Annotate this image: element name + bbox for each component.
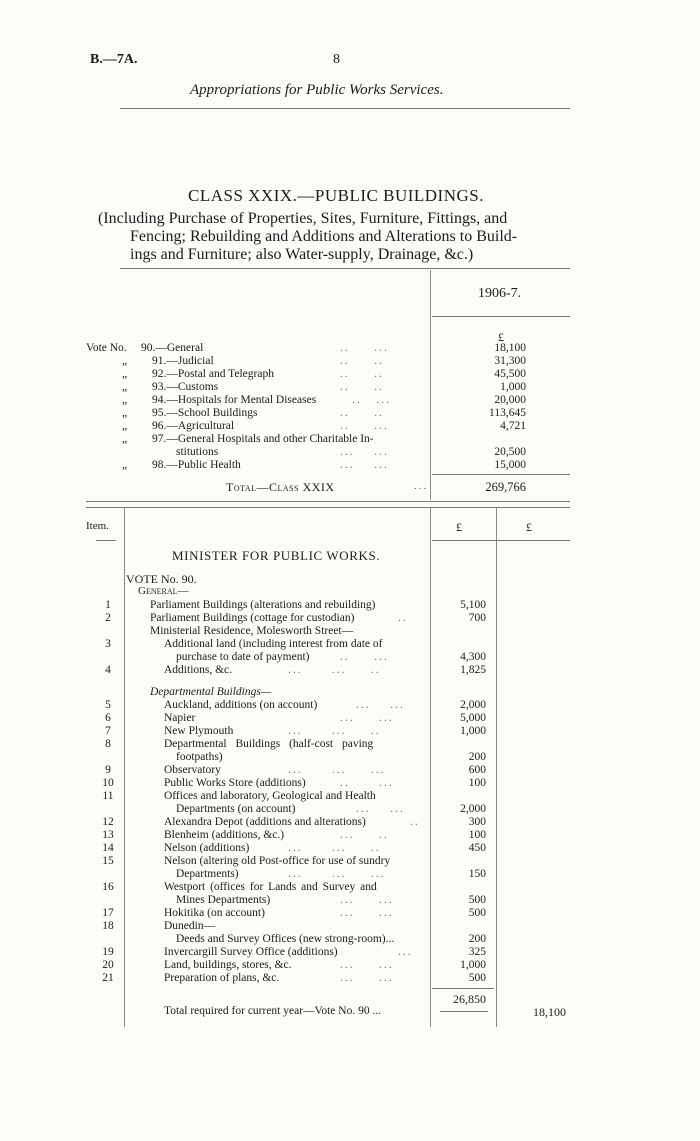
item-amount: 2,000 (460, 699, 486, 711)
item-description-continued: Departments) (176, 868, 239, 880)
vote-amount: 1,000 (500, 381, 526, 393)
summary-column-divider (430, 270, 431, 500)
item-description: Additions, &c. (164, 664, 233, 676)
class-description-line-2: Fencing; Rebuilding and Additions and Alterations to Build- (130, 228, 518, 245)
minister-heading: MINISTER FOR PUBLIC WORKS. (172, 548, 381, 563)
vote-prefix: „ (122, 368, 128, 380)
item-description-continued: footpaths) (176, 751, 223, 763)
vote-total-label: Total required for current year—Vote No. 90 ... (164, 1005, 382, 1017)
item-number: 16 (102, 881, 114, 893)
item-description-continued: purchase to date of payment) (176, 651, 310, 663)
item-number: 5 (105, 699, 111, 711)
item-amount: 325 (468, 946, 486, 958)
item-number: 9 (105, 764, 111, 776)
item-description: Parliament Buildings (cottage for custodian) (150, 612, 355, 624)
item-description: Westport (offices for Lands and Survey and (164, 881, 377, 893)
item-amount: 100 (468, 829, 486, 841)
summary-year-header: 1906-7. (478, 286, 522, 301)
item-header-rule (96, 540, 116, 541)
item-amount: 1,000 (460, 959, 486, 971)
item-number: 11 (102, 790, 114, 802)
vote-prefix: „ (122, 381, 128, 393)
item-number: 14 (102, 842, 114, 854)
item-description: Observatory (164, 764, 221, 776)
item-description: Dunedin— (164, 920, 216, 932)
vote-label: 98.—Public Health (152, 459, 241, 471)
column-header-pound-1: £ (456, 520, 462, 534)
vote-label: 90.—General (141, 342, 204, 354)
summary-currency: £ (498, 330, 504, 344)
item-description: Auckland, additions (on account) (164, 699, 318, 711)
column-header-item: Item. (86, 520, 109, 532)
item-amount: 450 (468, 842, 486, 854)
item-description: Blenheim (additions, &c.) (164, 829, 285, 841)
item-amount: 200 (468, 751, 486, 763)
subtotal-rule (432, 988, 494, 989)
summary-bottom-rule (86, 501, 570, 502)
vote-label: 96.—Agricultural (152, 420, 235, 432)
vote-prefix: „ (122, 433, 128, 445)
item-number: 19 (102, 946, 114, 958)
item-amount: 150 (468, 868, 486, 880)
vote-label: 91.—Judicial (152, 355, 214, 367)
item-number: 10 (102, 777, 114, 789)
item-number: 13 (102, 829, 114, 841)
vote-prefix: „ (122, 407, 128, 419)
item-description: Nelson (additions) (164, 842, 250, 854)
column-header-pound-2: £ (526, 520, 532, 534)
item-description: Deeds and Survey Offices (new strong-room)... (176, 933, 395, 945)
item-amount: 2,000 (460, 803, 486, 815)
item-number: 3 (105, 638, 111, 650)
item-description: Invercargill Survey Office (additions) (164, 946, 338, 958)
vote-total-amount: 18,100 (533, 1005, 566, 1019)
vote-label: 97.—General Hospitals and other Charitable In- (152, 433, 374, 445)
item-description: New Plymouth (164, 725, 234, 737)
item-amount: 1,000 (460, 725, 486, 737)
class-description-line-1: (Including Purchase of Properties, Sites, Furniture, Fittings, and (98, 210, 508, 227)
vote-prefix: Vote No. (86, 342, 127, 354)
vote-amount: 31,300 (494, 355, 526, 367)
general-heading: General— (138, 585, 189, 597)
item-amount: 600 (468, 764, 486, 776)
class-title: CLASS XXIX.—PUBLIC BUILDINGS. (188, 186, 484, 205)
class-description-line-3: ings and Furniture; also Water-supply, Drainage, &c.) (130, 246, 474, 263)
summary-header-rule (432, 316, 570, 317)
item-description: Alexandra Depot (additions and alterations) (164, 816, 366, 828)
vote-amount: 113,645 (489, 407, 526, 419)
item-description: Offices and laboratory, Geological and Health (164, 790, 376, 802)
item-number: 20 (102, 959, 114, 971)
summary-total-label: Total—Class XXIX (226, 480, 335, 494)
item-description: Nelson (altering old Post-office for use of sundry (164, 855, 391, 867)
vote-amount: 4,721 (500, 420, 526, 432)
running-title: Appropriations for Public Works Services. (190, 82, 444, 98)
item-description: Departmental Buildings (half-cost paving (164, 738, 374, 750)
item-description: Preparation of plans, &c. (164, 972, 280, 984)
page-number: 8 (333, 52, 340, 67)
item-subheading: Departmental Buildings— (150, 686, 272, 698)
item-description: Napier (164, 712, 196, 724)
amount-header-rule (432, 540, 570, 541)
vote-prefix: „ (122, 420, 128, 432)
vote-label: 92.—Postal and Telegraph (152, 368, 274, 380)
item-number: 17 (102, 907, 114, 919)
item-number: 8 (105, 738, 111, 750)
vote-label: 93.—Customs (152, 381, 219, 393)
item-number: 7 (105, 725, 111, 737)
vote-amount: 20,500 (494, 446, 526, 458)
vote-heading: VOTE No. 90. (126, 572, 197, 586)
summary-total-rule (432, 474, 570, 475)
item-amount: 300 (468, 816, 486, 828)
item-number: 12 (102, 816, 114, 828)
subtotal-amount: 26,850 (453, 992, 486, 1006)
item-description: Public Works Store (additions) (164, 777, 306, 789)
item-amount: 500 (468, 894, 486, 906)
detail-total-divider (496, 507, 497, 1027)
item-number: 18 (102, 920, 114, 932)
item-description: Hokitika (on account) (164, 907, 265, 919)
item-number: 15 (102, 855, 114, 867)
vote-amount: 20,000 (494, 394, 526, 406)
total-rule (440, 1011, 488, 1012)
vote-label: 94.—Hospitals for Mental Diseases (152, 394, 317, 406)
detail-top-rule (86, 507, 570, 508)
vote-amount: 18,100 (494, 342, 526, 354)
item-amount: 5,100 (460, 599, 486, 611)
detail-item-divider (124, 507, 125, 1027)
item-number: 6 (105, 712, 111, 724)
vote-prefix: „ (122, 394, 128, 406)
item-description: Land, buildings, stores, &c. (164, 959, 292, 971)
item-number: 4 (105, 664, 111, 676)
item-number: 1 (105, 599, 111, 611)
vote-prefix: „ (122, 355, 128, 367)
header-rule (120, 108, 570, 109)
document-code: B.—7A. (90, 52, 138, 67)
item-number: 21 (102, 972, 114, 984)
item-description: Parliament Buildings (alterations and rebuilding) (150, 599, 376, 611)
item-description-continued: Mines Departments) (176, 894, 271, 906)
class-rule (120, 268, 570, 269)
vote-label: 95.—School Buildings (152, 407, 258, 419)
item-subheading: Ministerial Residence, Molesworth Street— (150, 625, 354, 637)
summary-total-amount: 269,766 (485, 480, 526, 494)
vote-amount: 45,500 (494, 368, 526, 380)
item-amount: 500 (468, 907, 486, 919)
item-amount: 700 (468, 612, 486, 624)
item-amount: 1,825 (460, 664, 486, 676)
item-amount: 100 (468, 777, 486, 789)
item-amount: 500 (468, 972, 486, 984)
vote-prefix: „ (122, 459, 128, 471)
item-amount: 5,000 (460, 712, 486, 724)
item-amount: 200 (468, 933, 486, 945)
vote-amount: 15,000 (494, 459, 526, 471)
vote-label-continued: stitutions (176, 446, 219, 458)
item-amount: 4,300 (460, 651, 486, 663)
item-description-continued: Departments (on account) (176, 803, 296, 815)
item-number: 2 (105, 612, 111, 624)
item-description: Additional land (including interest from date of (164, 638, 383, 650)
